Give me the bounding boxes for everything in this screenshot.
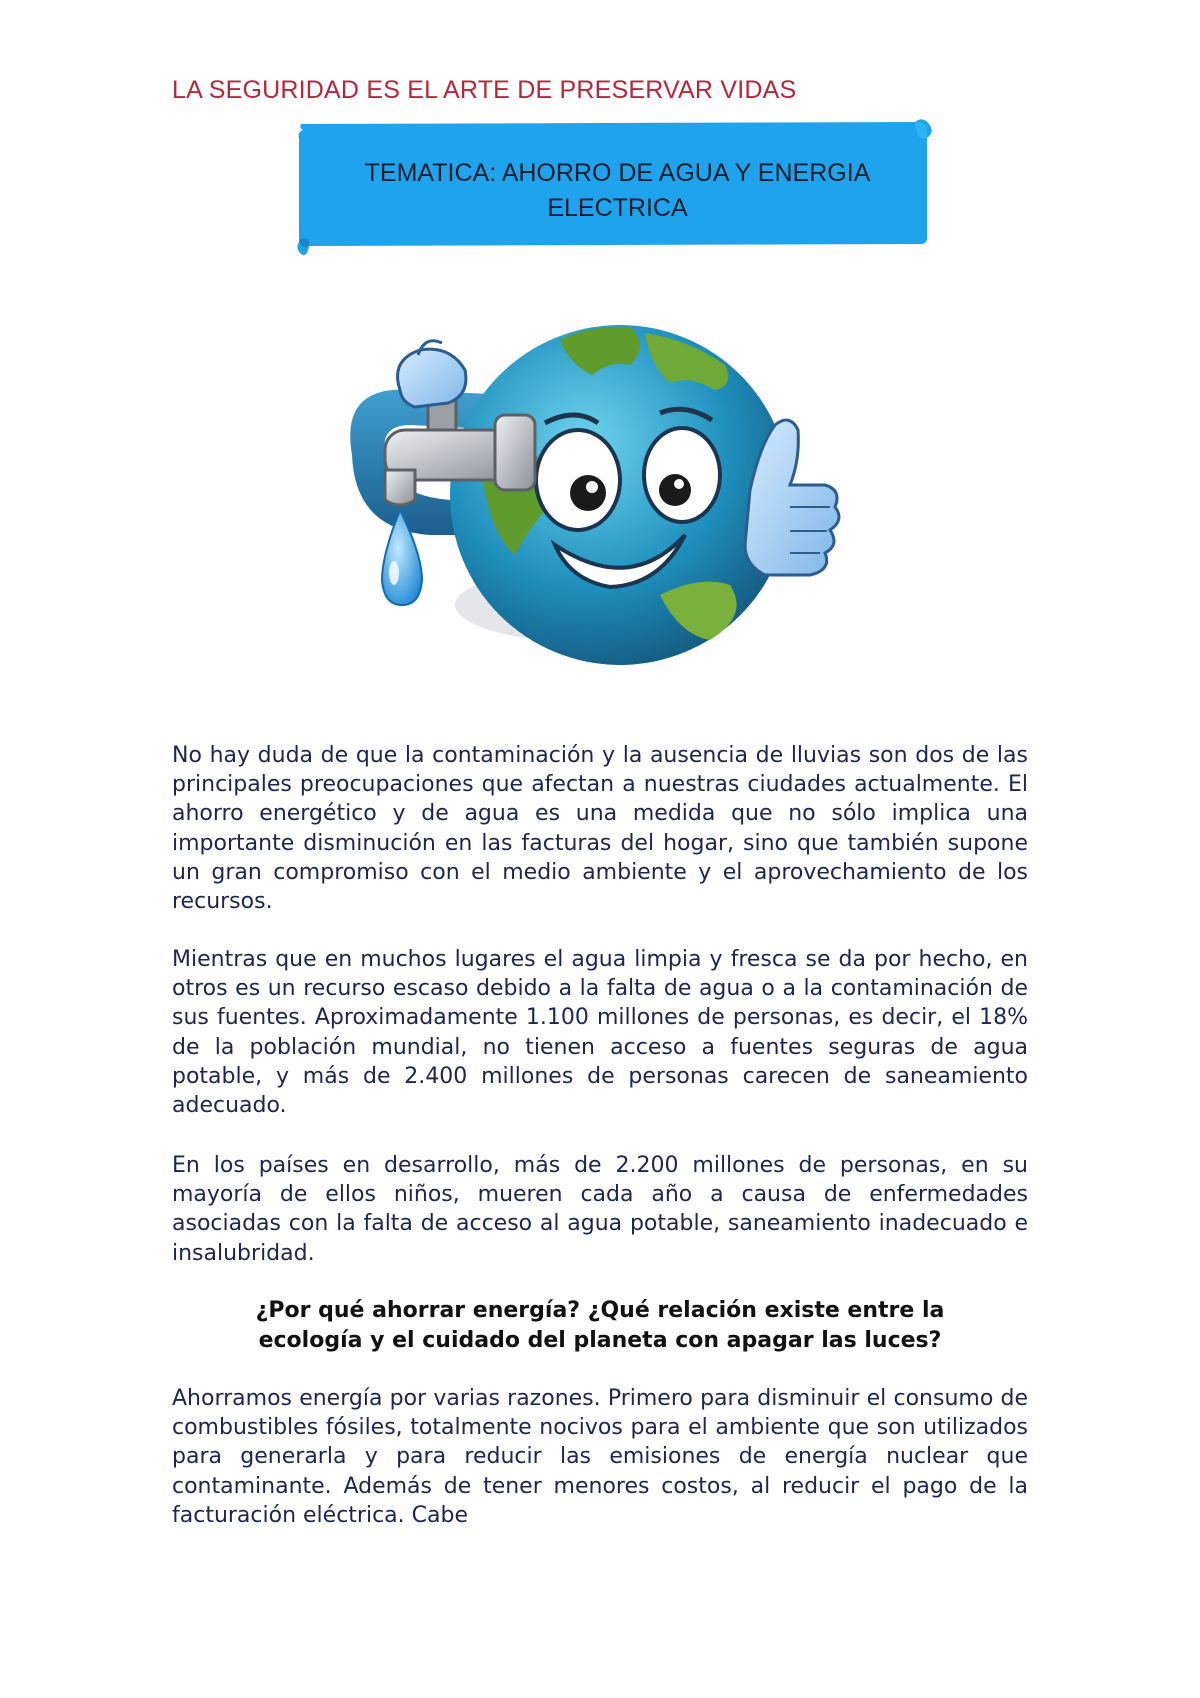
earth-saving-water-icon (330, 295, 870, 680)
earth-saving-water-illustration (330, 295, 870, 680)
banner-line-1: TEMATICA: AHORRO DE AGUA Y ENERGIA (364, 159, 871, 187)
topic-banner (295, 118, 940, 260)
paragraph-2: Mientras que en muchos lugares el agua limpia y fresca se da por hecho, en otros es un recurso escaso debido a la falta de agua o a la contaminación de sus fuentes. Aproximadamente 1.100 millones de personas, es decir, el 18% de la población mundial, no tienen acceso a fuentes seguras de agua potable, y más de 2.400 millones de personas carecen de saneamiento adecuado. (172, 947, 1028, 1119)
document-heading: LA SEGURIDAD ES EL ARTE DE PRESERVAR VIDAS (172, 76, 797, 104)
question-heading: ¿Por qué ahorrar energía? ¿Qué relación existe entre la ecología y el cuidado del planeta con apagar las luces? (255, 1298, 945, 1353)
paragraph-4: Ahorramos energía por varias razones. Primero para disminuir el consumo de combustibles fósiles, totalmente nocivos para el ambiente que son utilizados para generarla y para reducir las emisiones de energía nuclear que contaminante. Además de tener menores costos, al reducir el pago de la facturación eléctrica. Cabe (172, 1386, 1028, 1528)
banner-line-2: ELECTRICA (547, 194, 688, 222)
banner-text (315, 156, 920, 226)
paragraph-1: No hay duda de que la contaminación y la ausencia de lluvias son dos de las principales preocupaciones que afectan a nuestras ciudades actualmente. El ahorro energético y de agua es una medida que no sólo implica una importante disminución en las facturas del hogar, sino que también supone un gran compromiso con el medio ambiente y el aprovechamiento de los recursos. (172, 743, 1028, 915)
paragraph-3: En los países en desarrollo, más de 2.200 millones de personas, en su mayoría de ellos niños, mueren cada año a causa de enfermedades asociadas con la falta de acceso al agua potable, saneamiento inadecuado e insalubridad. (172, 1153, 1028, 1266)
